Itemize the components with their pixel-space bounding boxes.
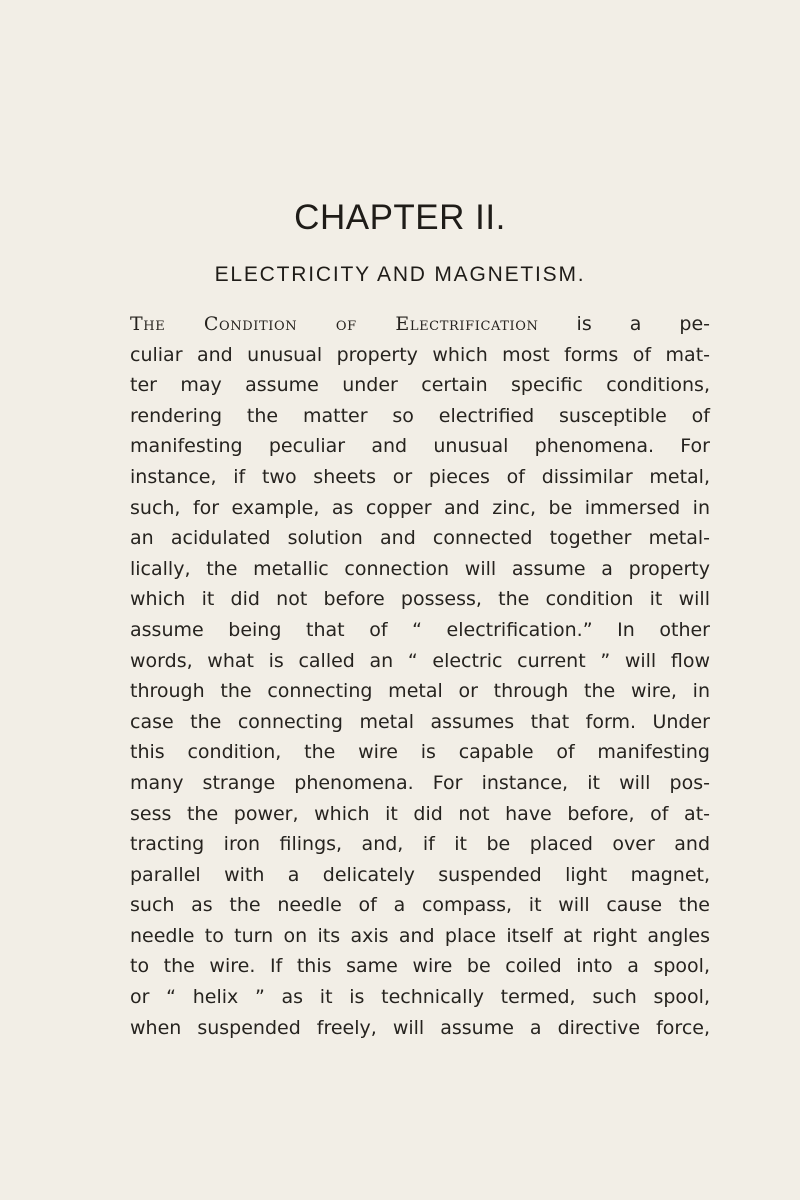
- lead-in-small-caps: The Condition of Electrification: [130, 313, 539, 335]
- paragraph-line: to the wire. If this same wire be coiled into a spool,: [130, 955, 710, 978]
- paragraph-line: such, for example, as copper and zinc, be immersed in: [130, 496, 710, 519]
- paragraph-line: assume being that of “ electrification.” In other: [130, 618, 710, 641]
- paragraph-line: culiar and unusual property which most forms of mat-: [130, 343, 710, 366]
- paragraph-line: parallel with a delicately suspended light magnet,: [130, 863, 710, 886]
- paragraph-line: or “ helix ” as it is technically termed, such spool,: [130, 986, 710, 1009]
- paragraph-line: rendering the matter so electrified susceptible of: [130, 404, 710, 427]
- body-paragraph: [130, 309, 710, 1043]
- paragraph-line: instance, if two sheets or pieces of dissimilar metal,: [130, 465, 710, 488]
- paragraph-line: tracting iron filings, and, if it be placed over and: [130, 833, 710, 856]
- paragraph-line: case the connecting metal assumes that form. Under: [130, 710, 710, 733]
- first-line-text: is a pe-: [538, 313, 710, 335]
- paragraph-line: sess the power, which it did not have before, of at-: [130, 802, 710, 825]
- paragraph-line: through the connecting metal or through the wire, in: [130, 680, 710, 703]
- paragraph-line: an acidulated solution and connected together metal-: [130, 527, 710, 550]
- paragraph-line: words, what is called an “ electric current ” will flow: [130, 649, 710, 672]
- paragraph-line: this condition, the wire is capable of manifesting: [130, 741, 710, 764]
- paragraph-line: when suspended freely, will assume a directive force,: [130, 1016, 710, 1039]
- paragraph-line: ter may assume under certain specific conditions,: [130, 374, 710, 397]
- paragraph-line: which it did not before possess, the condition it will: [130, 588, 710, 611]
- chapter-heading: CHAPTER II.: [294, 198, 506, 237]
- paragraph-line: needle to turn on its axis and place itself at right angles: [130, 924, 710, 947]
- paragraph-line: manifesting peculiar and unusual phenomena. For: [130, 435, 710, 458]
- paragraph-line: lically, the metallic connection will assume a property: [130, 557, 710, 580]
- chapter-title: ELECTRICITY AND MAGNETISM.: [214, 263, 586, 286]
- paragraph-line: such as the needle of a compass, it will cause the: [130, 894, 710, 917]
- paragraph-first-line: [130, 309, 710, 340]
- paragraph-line: many strange phenomena. For instance, it will pos-: [130, 771, 710, 794]
